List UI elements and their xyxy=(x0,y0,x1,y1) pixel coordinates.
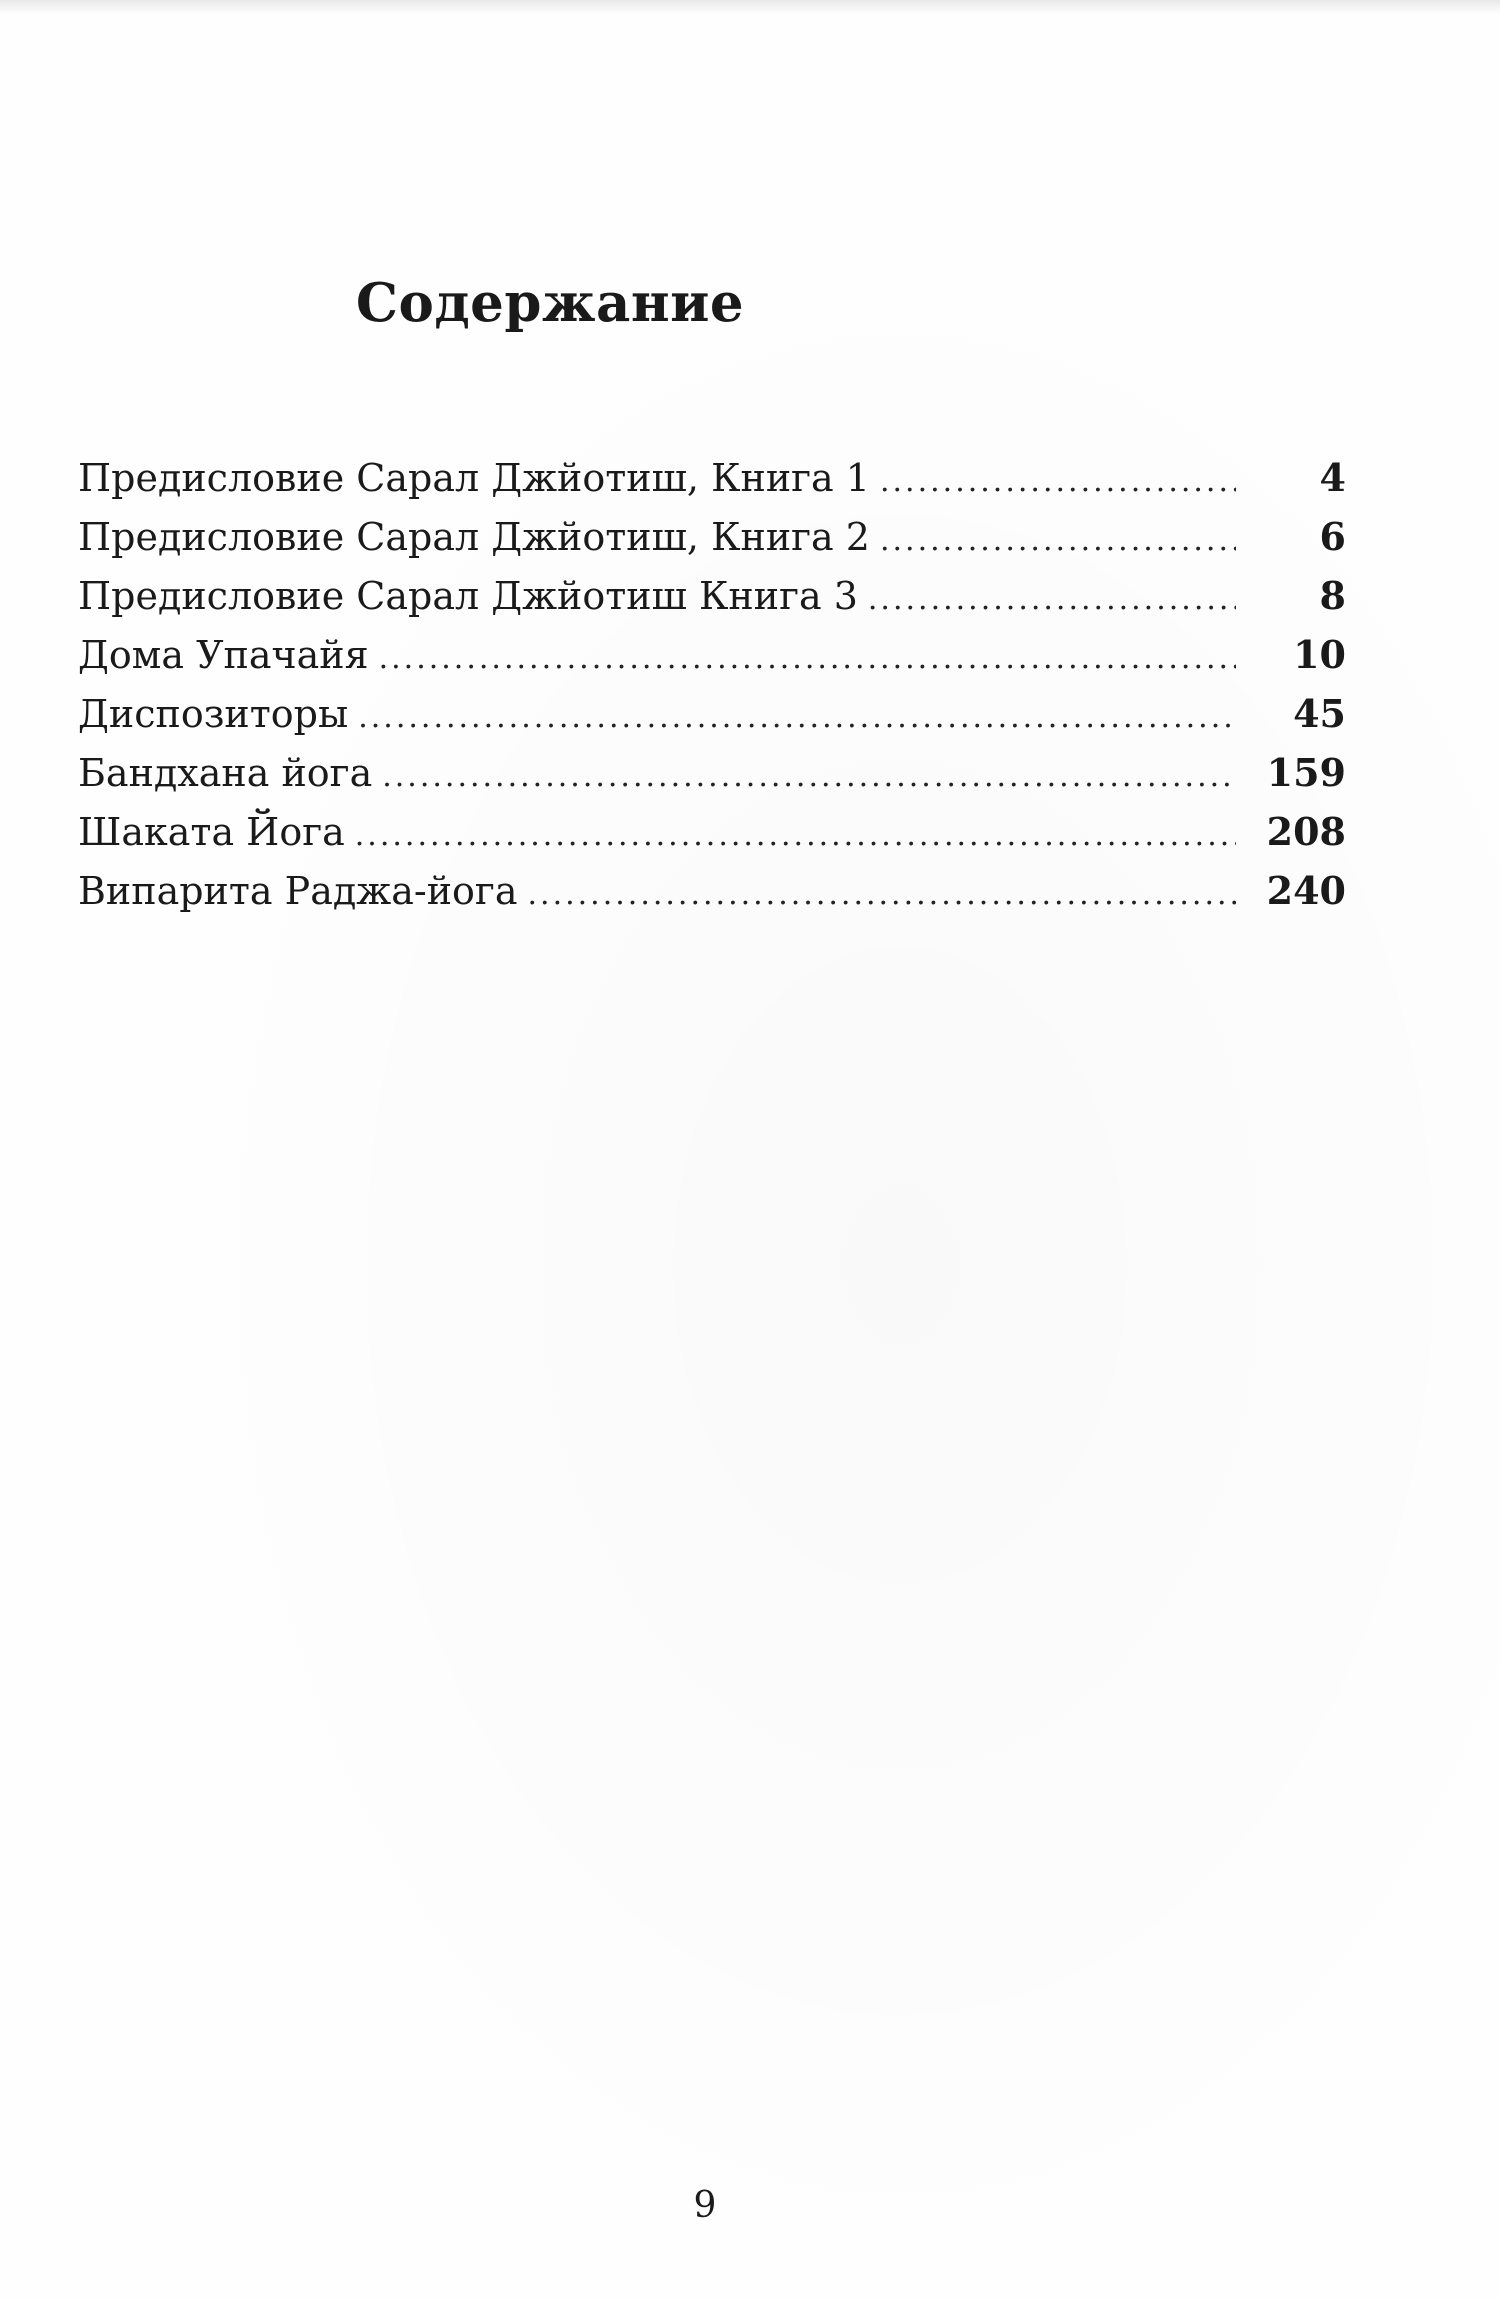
toc-dot-leader xyxy=(382,747,1236,806)
toc-entry-page: 45 xyxy=(1293,691,1346,736)
toc-entry-page: 4 xyxy=(1319,455,1346,500)
toc-entry-title: Випарита Раджа-йога xyxy=(78,869,518,913)
toc-entry xyxy=(78,448,1346,507)
toc-dot-leader xyxy=(528,865,1237,924)
toc-dot-leader xyxy=(379,629,1236,688)
toc-entry xyxy=(78,684,1346,743)
toc-entry xyxy=(78,861,1346,920)
toc-entry xyxy=(78,743,1346,802)
toc-entry xyxy=(78,625,1346,684)
toc-entry-title: Шаката Йога xyxy=(78,810,345,854)
toc-entry-title: Предисловие Сарал Джйотиш Книга 3 xyxy=(78,574,858,618)
toc-entry-page: 208 xyxy=(1266,809,1346,854)
toc-entry-page: 10 xyxy=(1293,632,1346,677)
toc-dot-leader xyxy=(880,452,1236,511)
toc-dot-leader xyxy=(355,806,1236,865)
toc-entry-page: 159 xyxy=(1266,750,1346,795)
toc-dot-leader xyxy=(868,570,1236,629)
page-top-edge xyxy=(0,0,1500,14)
toc-entry xyxy=(78,507,1346,566)
toc-entry-page: 8 xyxy=(1319,573,1346,618)
toc-entry xyxy=(78,802,1346,861)
page-number: 9 xyxy=(693,2185,717,2226)
toc-dot-leader xyxy=(358,688,1236,747)
toc-entry-page: 6 xyxy=(1319,514,1346,559)
toc-entry-title: Бандхана йога xyxy=(78,751,373,795)
toc-dot-leader xyxy=(880,511,1236,570)
contents-heading: Содержание xyxy=(355,272,745,334)
toc-entry-title: Предисловие Сарал Джйотиш, Книга 1 xyxy=(78,456,870,500)
toc-entry-title: Дома Упачайя xyxy=(78,633,369,677)
table-of-contents xyxy=(78,448,1346,920)
toc-entry-title: Диспозиторы xyxy=(78,692,349,736)
toc-entry-title: Предисловие Сарал Джйотиш, Книга 2 xyxy=(78,515,870,559)
toc-entry xyxy=(78,566,1346,625)
toc-entry-page: 240 xyxy=(1266,868,1346,913)
